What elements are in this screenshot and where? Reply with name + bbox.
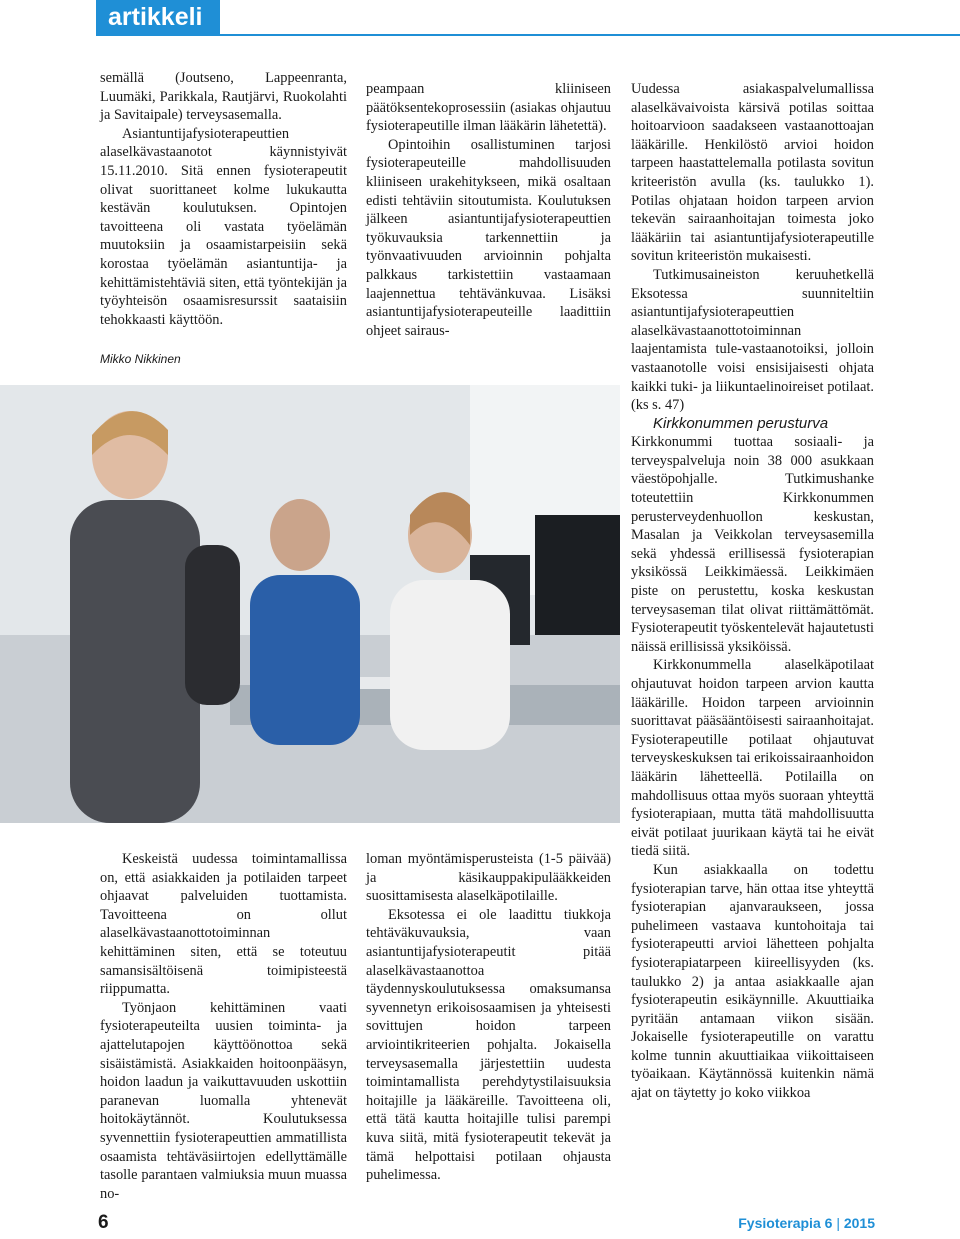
issue-year: 2015 bbox=[843, 1215, 875, 1231]
page-number: 6 bbox=[98, 1212, 109, 1233]
paragraph: Asiantuntijafysioterapeuttien alaselkävastaanotot käynnistyivät 15.11.2010. Sitä ennen fysioterapeutit olivat suorittaneet kolme lukukautta kestävän koulutuksen. Opintojen tavoitteena oli vastata työelämän muutoksiin ja osaamistarpeisiin sekä korostaa työelämän asiantuntija- ja kehittämistehtäviä siten, että työntekijän ja työyhteisön osaamisresurssit saataisiin tehokkaasti käyttöön. bbox=[100, 125, 347, 328]
column-1-top bbox=[100, 69, 347, 329]
paragraph: Opintoihin osallistuminen tarjosi fysioterapeuteille mahdollisuuden kliiniseen urakehitykseen, mikä osaltaan edisti tehtäviin sitoutumista. Koulutuksen jälkeen asiantuntijafysioterapeuttien työkuvauksia tarkennettiin ja työnvaativuuden arvioinnin pohjalta palkkaus tarkistettiin vastaamaan laajennettua tehtävänkuvaa. Lisäksi asiantuntijafysioterapeuteille laadittiin ohjeet sairaus- bbox=[366, 136, 611, 339]
column-2-top bbox=[366, 80, 611, 340]
paragraph: Työnjaon kehittäminen vaati fysioterapeuteilta uusien toiminta- ja ajattelutapojen käyttöönottoa sekä sisäistämistä. Asiakkaiden hoitoonpääsyn, hoidon laadun ja vaikuttavuuden uskottiin paranevan luomalla yhtenevät hoitokäytännöt. Koulutuksessa syvennettiin fysioterapeuttien ammatillista osaamista tehtäväsiirtojen edellyttämälle tasolle parantaen valmiuksia muun muassa no- bbox=[100, 999, 347, 1202]
paragraph: peampaan kliiniseen päätöksentekoprosessiin (asiakas ohjautuu fysioterapeutille ilman lääkärin lähetettä). bbox=[366, 81, 611, 135]
paragraph: Uudessa asiakaspalvelumallissa alaselkävaivoista kärsivä potilas soittaa hoitoarvioon saadakseen vastaanottoajan lääkärille. Henkilöstö arvioi hoidon tarpeen haastattelemalla potilasta sovitun kriteeristön avulla (ks. taulukko 1). Potilas ohjataan hoidon tarpeen arvion tekevän sairaanhoitajan toimesta joko lääkäriin tai asiantuntijafysioterapeutille sovitun kriteeristön mukaisesti. bbox=[631, 81, 874, 265]
column-2-bottom bbox=[366, 850, 611, 1185]
photo-illustration bbox=[0, 385, 620, 823]
magazine-name: Fysioterapia bbox=[738, 1215, 821, 1231]
paragraph: semällä (Joutseno, Lappeenranta, Luumäki, Parikkala, Rautjärvi, Ruokolahti ja Savitaipale) terveysasemalla. bbox=[100, 70, 347, 124]
paragraph: Eksotessa ei ole laadittu tiukkoja tehtäväkuvauksia, vaan asiantuntijafysioterapeutit pitää alaselkävastaanottoa täydennyskoulutuksessa omaksumansa syvennetyn erikoisosaamisen ja yhteisesti sovittujen hoidon tarpeen arviointikriteerien pohjalta. Jokaisella terveysasemalla järjestettiin uudesta toimintamallista perehdytystilaisuuksia hoitajille ja lääkäreille. Tavoitteena oli, että tätä kautta hoitajille tulisi parempi kuva siitä, mitä fysioterapeutit tekevät ja tämä helpottaisi potilaan ohjausta puhelimessa. bbox=[366, 906, 611, 1184]
header-rule bbox=[96, 34, 960, 36]
paragraph: Keskeistä uudessa toimintamallissa on, että asiakkaiden ja potilaiden tarpeet ohjaavat palveluiden tuottamista. Tavoitteena on ollut alaselkävastaanottotoiminnan kehittäminen siten, että se toteutuu samansisältöisenä toimipisteestä riippumatta. bbox=[100, 851, 347, 998]
paragraph: Kun asiakkaalla on todettu fysioterapian tarve, hän ottaa itse yhteyttä fysioterapian ajanvaraukseen, jossa puhelimeen vastaava kuntohoitaja tai fysioterapeutti arvioi lähetteen pohjalta fysioterapiatarpeen kiireellisyyden (ks. taulukko 2) ja antaa asiakkaalle ajan fysioterapeutin esikäynnille. Akuuttiaika pyritään antamaan viikon sisään. Jokaiselle fysioterapeutille on varattu kolme tunnin akuuttiaikaa viikoittaiseen työaikaan. Käytännössä kuitenkin nämä ajat on täytetty jo koko viikkoa bbox=[631, 861, 874, 1102]
article-photo bbox=[0, 385, 620, 823]
paragraph: Tutkimusaineiston keruuhetkellä Eksotessa suunniteltiin asiantuntijafysioterapeuttien alaselkävastaanottotoiminnan laajentamista tule-vastaanotoiksi, jolloin vastaanotolle voisi ensisijaisesti ohjata kaikki tuki- ja liikuntaelinoireiset potilaat. (ks s. 47) bbox=[631, 266, 874, 414]
paragraph: Kirkkonummi tuottaa sosiaali- ja terveyspalveluja noin 38 000 asukkaan väestöpohjalle. Tutkimushanke toteutettiin Kirkkonummen perusterveydenhuollon keskustan, Masalan ja Veikkolan terveysasemilla sekä yhdessä erillisessä fysioterapian yksikössä Leikkimäessä. Leikkimäen piste on perustettu, koska keskustan terveysaseman tilat olivat riittämättömät. Fysioterapeutit työskentelevät hajautetusti näissä erillisissä yksiköissä. bbox=[631, 434, 874, 655]
footer-separator: | bbox=[836, 1215, 840, 1231]
paragraph: Kirkkonummella alaselkäpotilaat ohjautuvat hoidon tarpeen arvion kautta lääkärille. Hoidon tarpeen arvioinnin suorittavat pääsääntöisesti sairaanhoitajat. Fysioterapeutille potilaat ohjautuvat terveyskeskuksen tai erikoissairaanhoidon lääkärin lähetteellä. Potilailla on mahdollisuus ottaa myös suoraan yhteyttä fysioterapiaan, mutta tätä mahdollisuutta eivät potilaat juurikaan käytä tai he eivät tiedä siitä. bbox=[631, 657, 874, 860]
column-3 bbox=[631, 80, 874, 1103]
column-1-bottom bbox=[100, 850, 347, 1203]
paragraph: loman myöntämisperusteista (1-5 päivää) ja käsikauppakipulääkkeiden suosittamisesta alaselkäpotilaille. bbox=[366, 851, 611, 905]
magazine-footer bbox=[738, 1215, 875, 1231]
issue-number: 6 bbox=[824, 1215, 833, 1231]
subheading: Kirkkonummen perusturva bbox=[653, 414, 829, 432]
section-label: artikkeli bbox=[96, 0, 220, 34]
photo-credit: Mikko Nikkinen bbox=[100, 352, 181, 366]
